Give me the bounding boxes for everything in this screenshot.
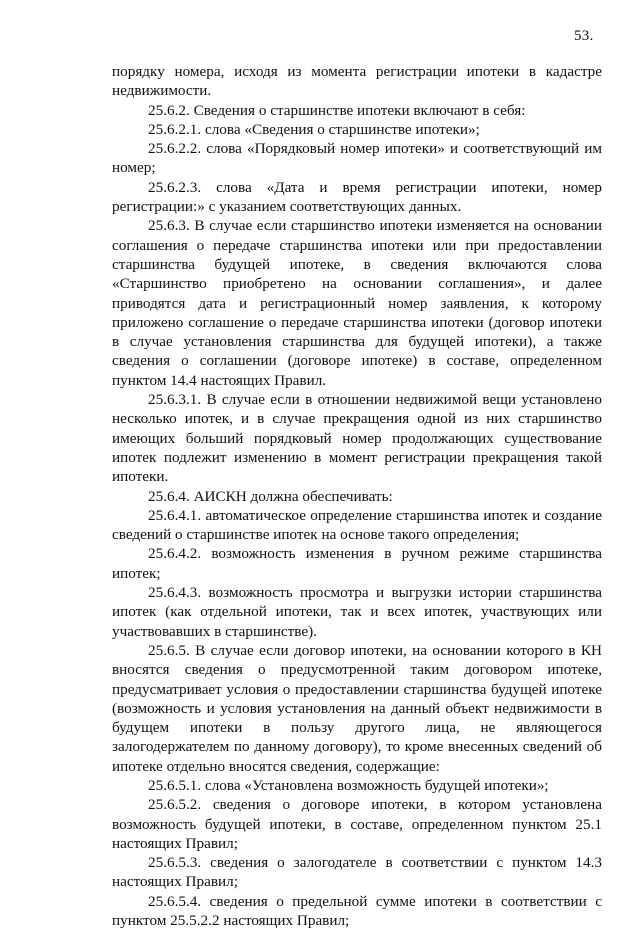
paragraph-25-6-2: 25.6.2. Сведения о старшинстве ипотеки включают в себя: (148, 101, 526, 119)
paragraph-25-6-4-1: 25.6.4.1. автоматическое определение старшинства ипотек и создание сведений о старшинстве ипотек на основе такого определения; (112, 506, 602, 544)
paragraph-25-6-3-1: 25.6.3.1. В случае если в отношении недвижимой вещи установлено несколько ипотек, и в случае прекращения одной из них старшинство имеющих больший порядковый номер продолжающих существование ипотек подлежит изменению в момент регистрации прекращения такой ипотеки. (112, 391, 602, 486)
paragraph-25-6-5: 25.6.5. В случае если договор ипотеки, на основании которого в КН вносятся сведения о предусмотренной таким договором ипотеке, предусматривает условия о предоставлении старшинства будущей ипотеке (возможность и условия установления на данный объект недвижимости в будущем ипотеки в пользу другого лица, не являющегося залогодержателем по данному договору), то кроме внесенных сведений об ипотеке отдельно вносятся сведения, содержащие: (112, 641, 602, 775)
paragraph-25-6-5-2: 25.6.5.2. сведения о договоре ипотеки, в котором установлена возможность будущей ипотеки, в составе, определенном пунктом 25.1 настоящих Правил; (112, 796, 602, 852)
paragraph-25-6-4: 25.6.4. АИСКН должна обеспечивать: (148, 487, 393, 505)
page-number: 53. (574, 28, 594, 44)
paragraph-25-6-2-1: 25.6.2.1. слова «Сведения о старшинстве ипотеки»; (148, 120, 480, 138)
paragraph-25-6-4-2: 25.6.4.2. возможность изменения в ручном режиме старшинства ипотек; (112, 545, 602, 582)
paragraph-25-6-5-3: 25.6.5.3. сведения о залогодателе в соответствии с пунктом 14.3 настоящих Правил; (112, 854, 602, 891)
paragraph-continuation: порядку номера, исходя из момента регистрации ипотеки в кадастре недвижимости. (112, 63, 602, 100)
paragraph-25-6-3: 25.6.3. В случае если старшинство ипотеки изменяется на основании соглашения о передаче старшинства ипотеки или при предоставлении старшинства будущей ипотеке, в сведения включаются слова «Старшинство приобретено на основании соглашения», и далее приводятся дата и регистрационный номер заявления, к которому приложено соглашение о передаче старшинства ипотеки (договор ипотеки в случае установления старшинства для будущей ипотеки), а также сведения о соглашении (договоре ипотеке) в составе, определенном пунктом 14.4 настоящих Правил. (112, 217, 602, 389)
paragraph-25-6-5-4: 25.6.5.4. сведения о предельной сумме ипотеки в соответствии с пунктом 25.5.2.2 настоящих Правил; (112, 892, 602, 930)
paragraph-25-6-2-3: 25.6.2.3. слова «Дата и время регистрации ипотеки, номер регистрации:» с указанием соответствующих данных. (112, 178, 602, 216)
paragraph-25-6-2-2: 25.6.2.2. слова «Порядковый номер ипотеки» и соответствующий им номер; (112, 140, 602, 177)
paragraph-25-6-5-1: 25.6.5.1. слова «Установлена возможность будущей ипотеки»; (148, 776, 549, 794)
document-body (112, 62, 602, 930)
paragraph-25-6-4-3: 25.6.4.3. возможность просмотра и выгрузки истории старшинства ипотек (как отдельной ипотеки, так и всех ипотек, участвующих или участвовавших в старшинстве). (112, 584, 602, 640)
